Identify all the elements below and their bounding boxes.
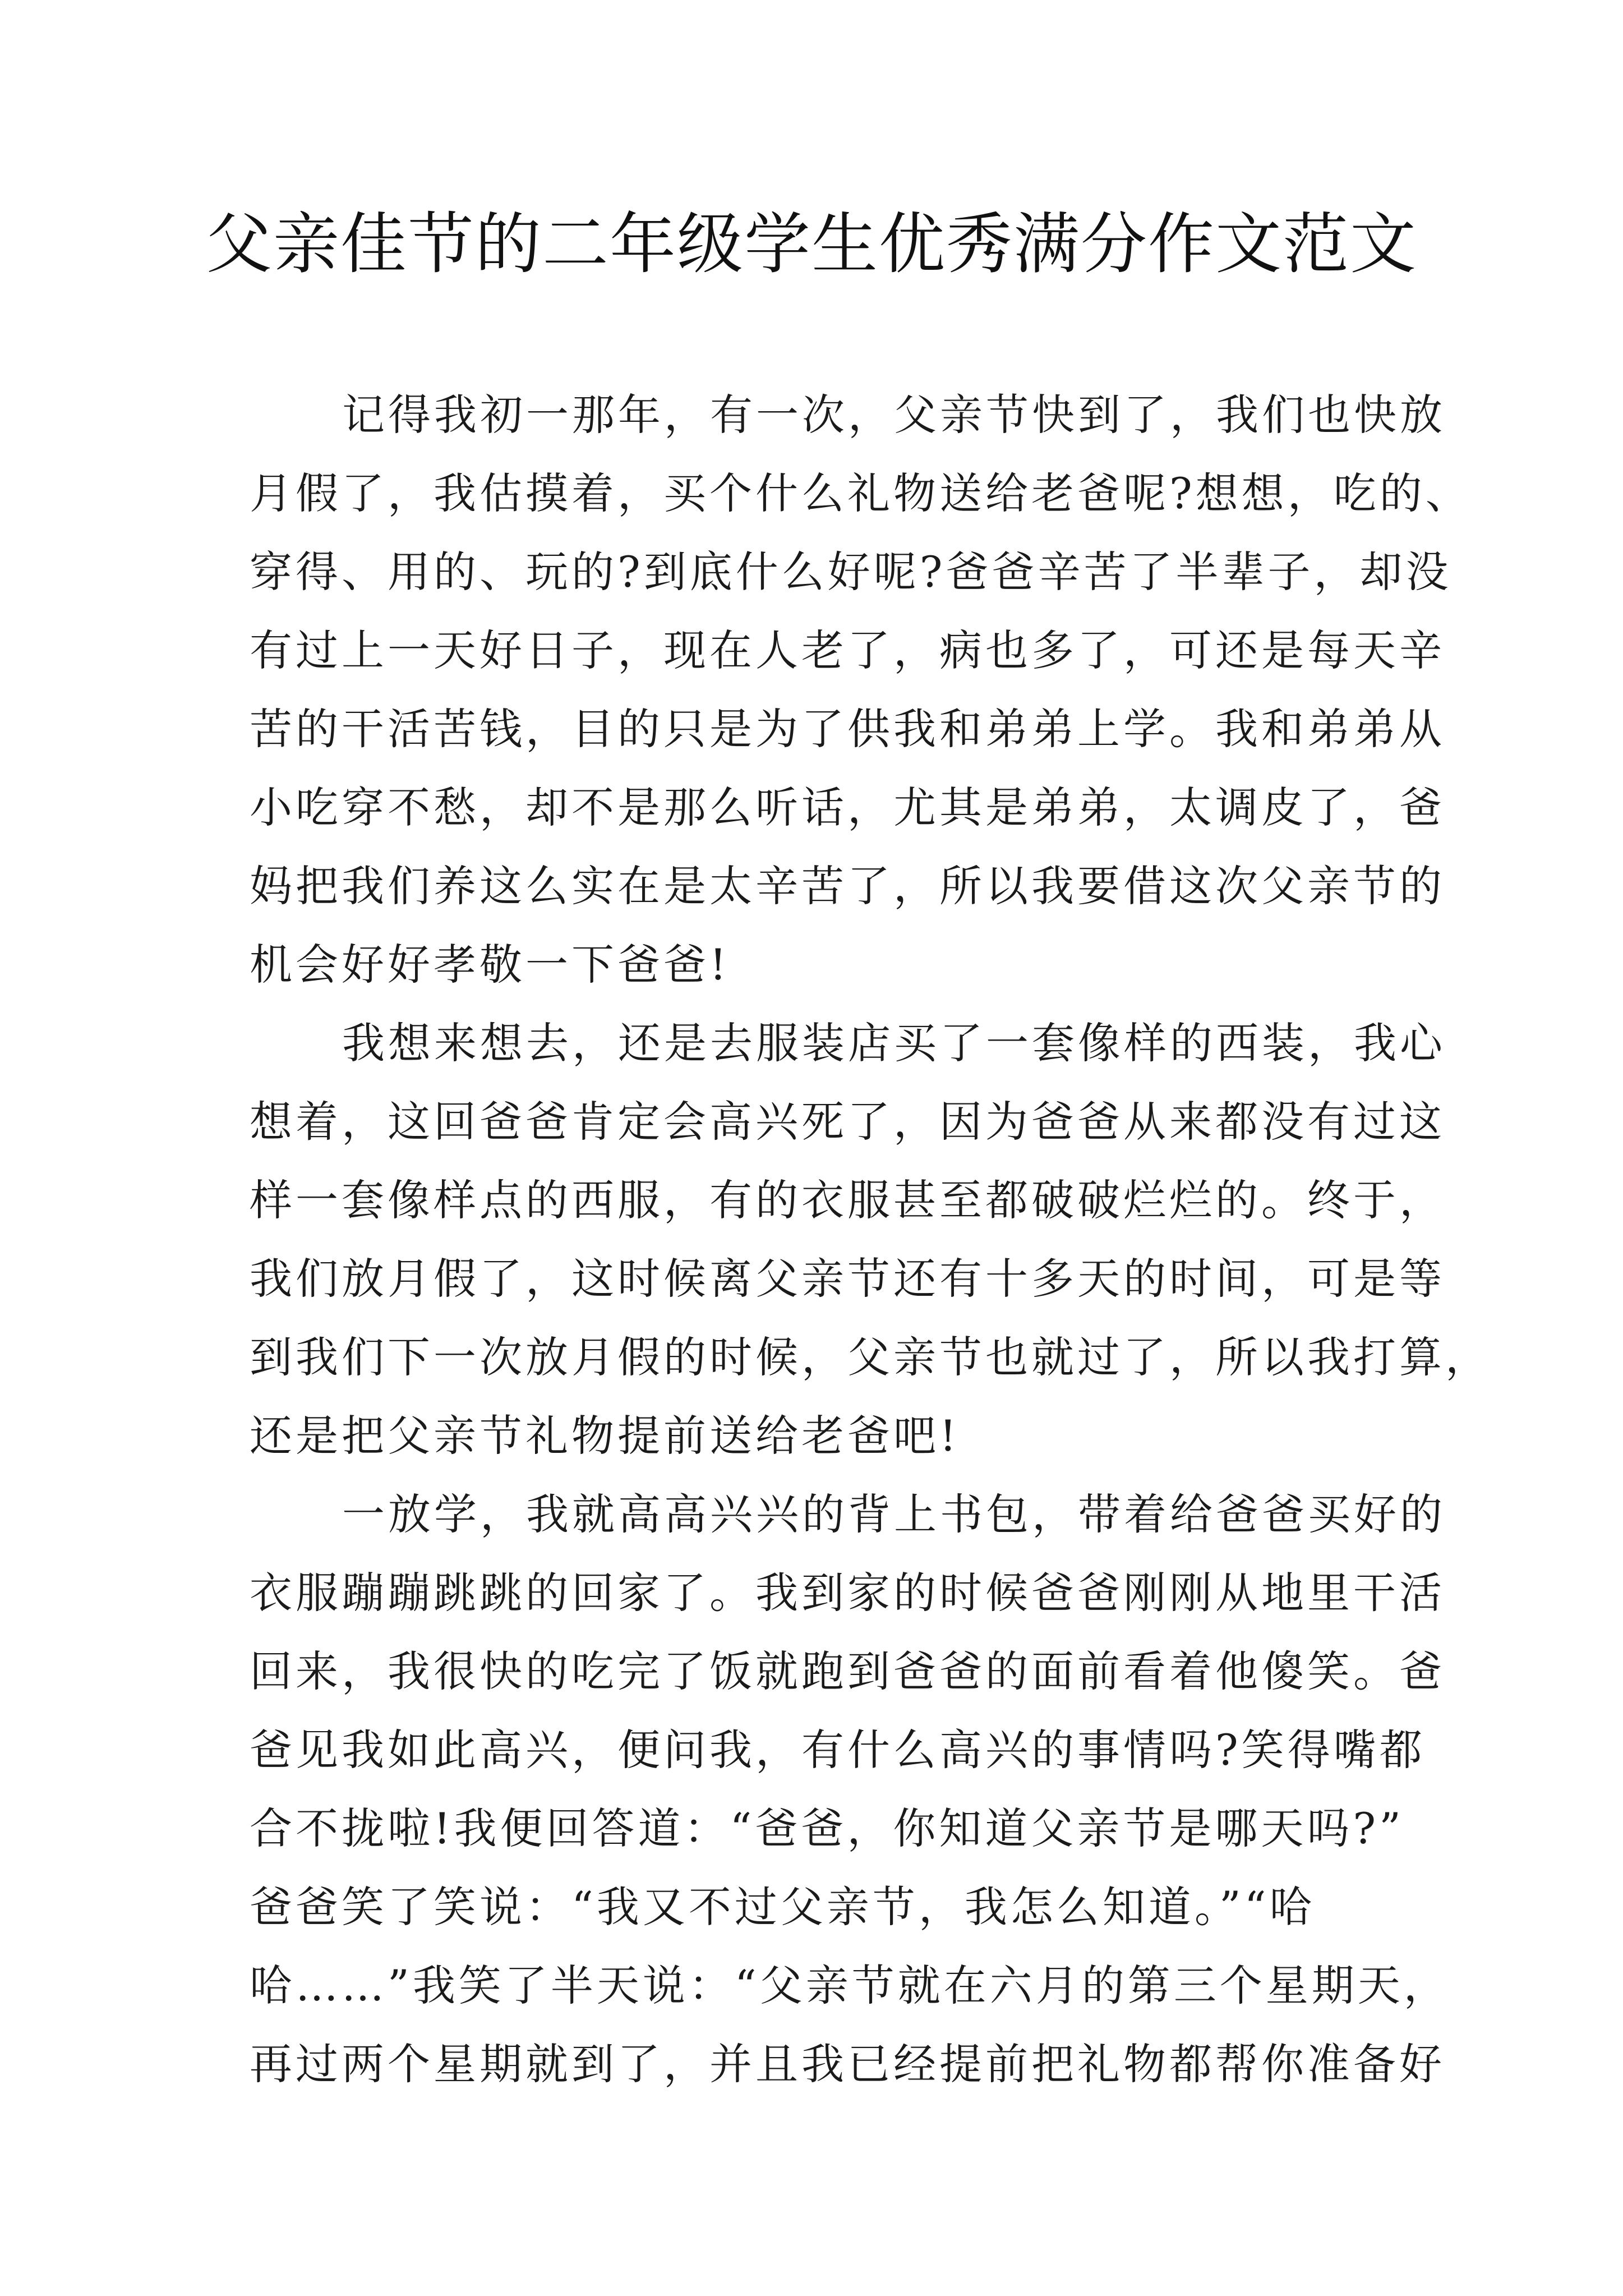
text-line: 我们放月假了，这时候离父亲节还有十多天的时间，可是等: [250, 1254, 1445, 1304]
text-line: 月假了，我估摸着，买个什么礼物送给老爸呢?想想，吃的、: [250, 468, 1472, 518]
text-line: 苦的干活苦钱，目的只是为了供我和弟弟上学。我和弟弟从: [250, 704, 1445, 754]
text-line: 记得我初一那年，有一次，父亲节快到了，我们也快放: [342, 390, 1446, 440]
text-line: 穿得、用的、玩的?到底什么好呢?爸爸辛苦了半辈子，却没: [250, 547, 1452, 597]
text-line: 还是把父亲节礼物提前送给老爸吧!: [250, 1411, 960, 1461]
text-line: 合不拢啦!我便回答道：“爸爸，你知道父亲节是哪天吗?”: [250, 1803, 1404, 1853]
text-line: 到我们下一次放月假的时候，父亲节也就过了，所以我打算，: [250, 1332, 1491, 1382]
text-line: 哈……”我笑了半天说：“父亲节就在六月的第三个星期天，: [250, 1961, 1450, 2010]
text-line: 想着，这回爸爸肯定会高兴死了，因为爸爸从来都没有过这: [250, 1097, 1445, 1147]
text-line: 一放学，我就高高兴兴的背上书包，带着给爸爸买好的: [342, 1489, 1446, 1539]
text-line: 爸见我如此高兴，便问我，有什么高兴的事情吗?笑得嘴都: [250, 1725, 1426, 1775]
text-line: 再过两个星期就到了，并且我已经提前把礼物都帮你准备好: [250, 2039, 1445, 2089]
text-line: 爸爸笑了笑说：“我又不过父亲节，我怎么知道。”“哈: [250, 1882, 1316, 1932]
text-line: 小吃穿不愁，却不是那么听话，尤其是弟弟，太调皮了，爸: [250, 783, 1445, 832]
text-line: 有过上一天好日子，现在人老了，病也多了，可还是每天辛: [250, 625, 1445, 675]
text-line: 我想来想去，还是去服装店买了一套像样的西装，我心: [342, 1018, 1446, 1068]
text-line: 妈把我们养这么实在是太辛苦了，所以我要借这次父亲节的: [250, 861, 1445, 911]
text-line: 衣服蹦蹦跳跳的回家了。我到家的时候爸爸刚刚从地里干活: [250, 1568, 1445, 1618]
text-line: 回来，我很快的吃完了饭就跑到爸爸的面前看着他傻笑。爸: [250, 1646, 1445, 1696]
text-line: 样一套像样点的西服，有的衣服甚至都破破烂烂的。终于，: [250, 1175, 1445, 1225]
document-title: 父亲佳节的二年级学生优秀满分作文范文: [205, 205, 1417, 283]
text-line: 机会好好孝敬一下爸爸!: [250, 940, 730, 990]
